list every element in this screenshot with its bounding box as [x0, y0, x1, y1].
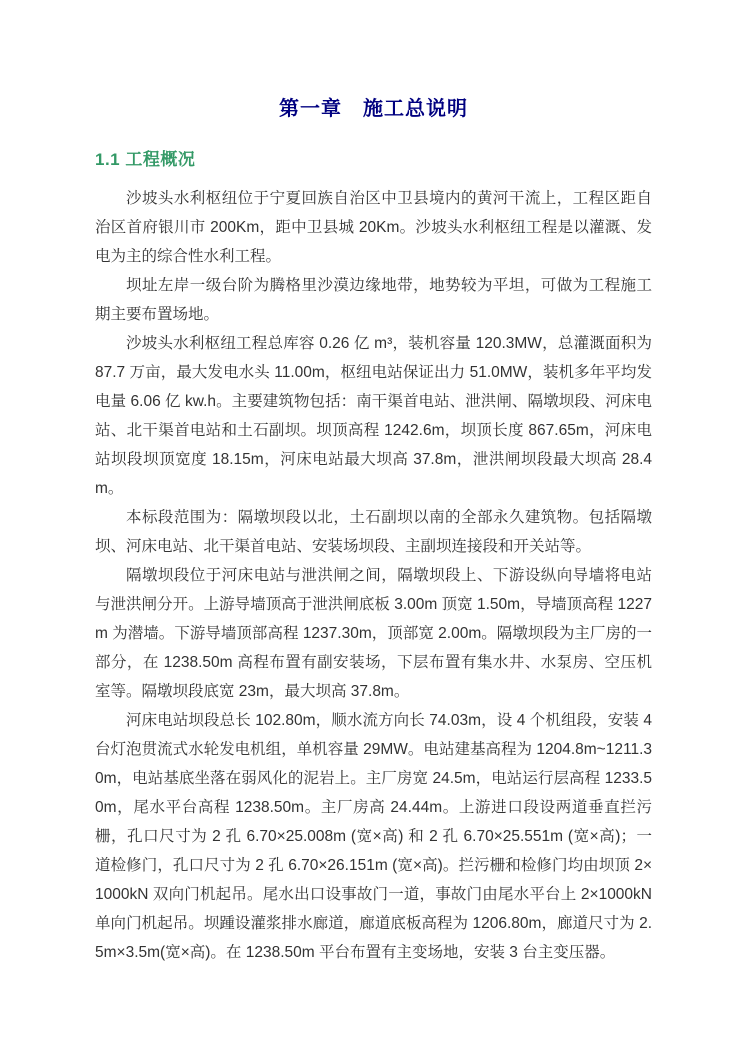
section-heading: 1.1 工程概况 [95, 150, 196, 169]
paragraph-riverbed-powerstation: 河床电站坝段总长 102.80m，顺水流方向长 74.03m，设 4 个机组段，安装 4 台灯泡贯流式水轮发电机组，单机容量 29MW。电站建基高程为 1204.8m~1211.30m，电站基底坐落在弱风化的泥岩上。主厂房宽 24.5m，电站运行层高程 1233.50m，尾水平台高程 1238.50m。主厂房高 24.44m。上游进口段设两道垂直拦污栅，孔口尺寸为 2 孔 6.70×25.008m (宽×高) 和 2 孔 6.70×25.551m (宽×高)；一道检修门，孔口尺寸为 2 孔 6.70×26.151m (宽×高)。拦污栅和检修门均由坝顶 2×1000kN 双向门机起吊。尾水出口设事故门一道，事故门由尾水平台上 2×1000kN 单向门机起吊。坝踵设灌浆排水廊道，廊道底板高程为 1206.80m，廊道尺寸为 2.5m×3.5m(宽×高)。在 1238.50m 平台布置有主变场地，安装 3 台主变压器。 [95, 712, 652, 961]
paragraph-bid-scope: 本标段范围为：隔墩坝段以北，土石副坝以南的全部永久建筑物。包括隔墩坝、河床电站、北干渠首电站、安装场坝段、主副坝连接段和开关站等。 [95, 509, 652, 555]
body-text [95, 184, 652, 967]
chapter-title: 第一章 施工总说明 [279, 98, 468, 120]
paragraph-dam-site: 坝址左岸一级台阶为腾格里沙漠边缘地带，地势较为平坦，可做为工程施工期主要布置场地。 [95, 277, 652, 323]
paragraph-project-location: 沙坡头水利枢纽位于宁夏回族自治区中卫县境内的黄河干流上，工程区距自治区首府银川市 200Km，距中卫县城 20Km。沙坡头水利枢纽工程是以灌溉、发电为主的综合性水利工程。 [95, 190, 652, 265]
paragraph-pier-dam-section: 隔墩坝段位于河床电站与泄洪闸之间，隔墩坝段上、下游设纵向导墙将电站与泄洪闸分开。上游导墙顶高于泄洪闸底板 3.00m 顶宽 1.50m，导墙顶高程 1227m 为潜墙。下游导墙顶部高程 1237.30m，顶部宽 2.00m。隔墩坝段为主厂房的一部分，在 1238.50m 高程布置有副安装场，下层布置有集水井、水泵房、空压机室等。隔墩坝段底宽 23m，最大坝高 37.8m。 [95, 567, 652, 700]
paragraph-project-scale: 沙坡头水利枢纽工程总库容 0.26 亿 m³，装机容量 120.3MW，总灌溉面积为 87.7 万亩，最大发电水头 11.00m，枢纽电站保证出力 51.0MW，装机多年平均发电量 6.06 亿 kw.h。主要建筑物包括：南干渠首电站、泄洪闸、隔墩坝段、河床电站、北干渠首电站和土石副坝。坝顶高程 1242.6m，坝顶长度 867.65m，河床电站坝段坝顶宽度 18.15m，河床电站最大坝高 37.8m，泄洪闸坝段最大坝高 28.4m。 [95, 335, 652, 497]
